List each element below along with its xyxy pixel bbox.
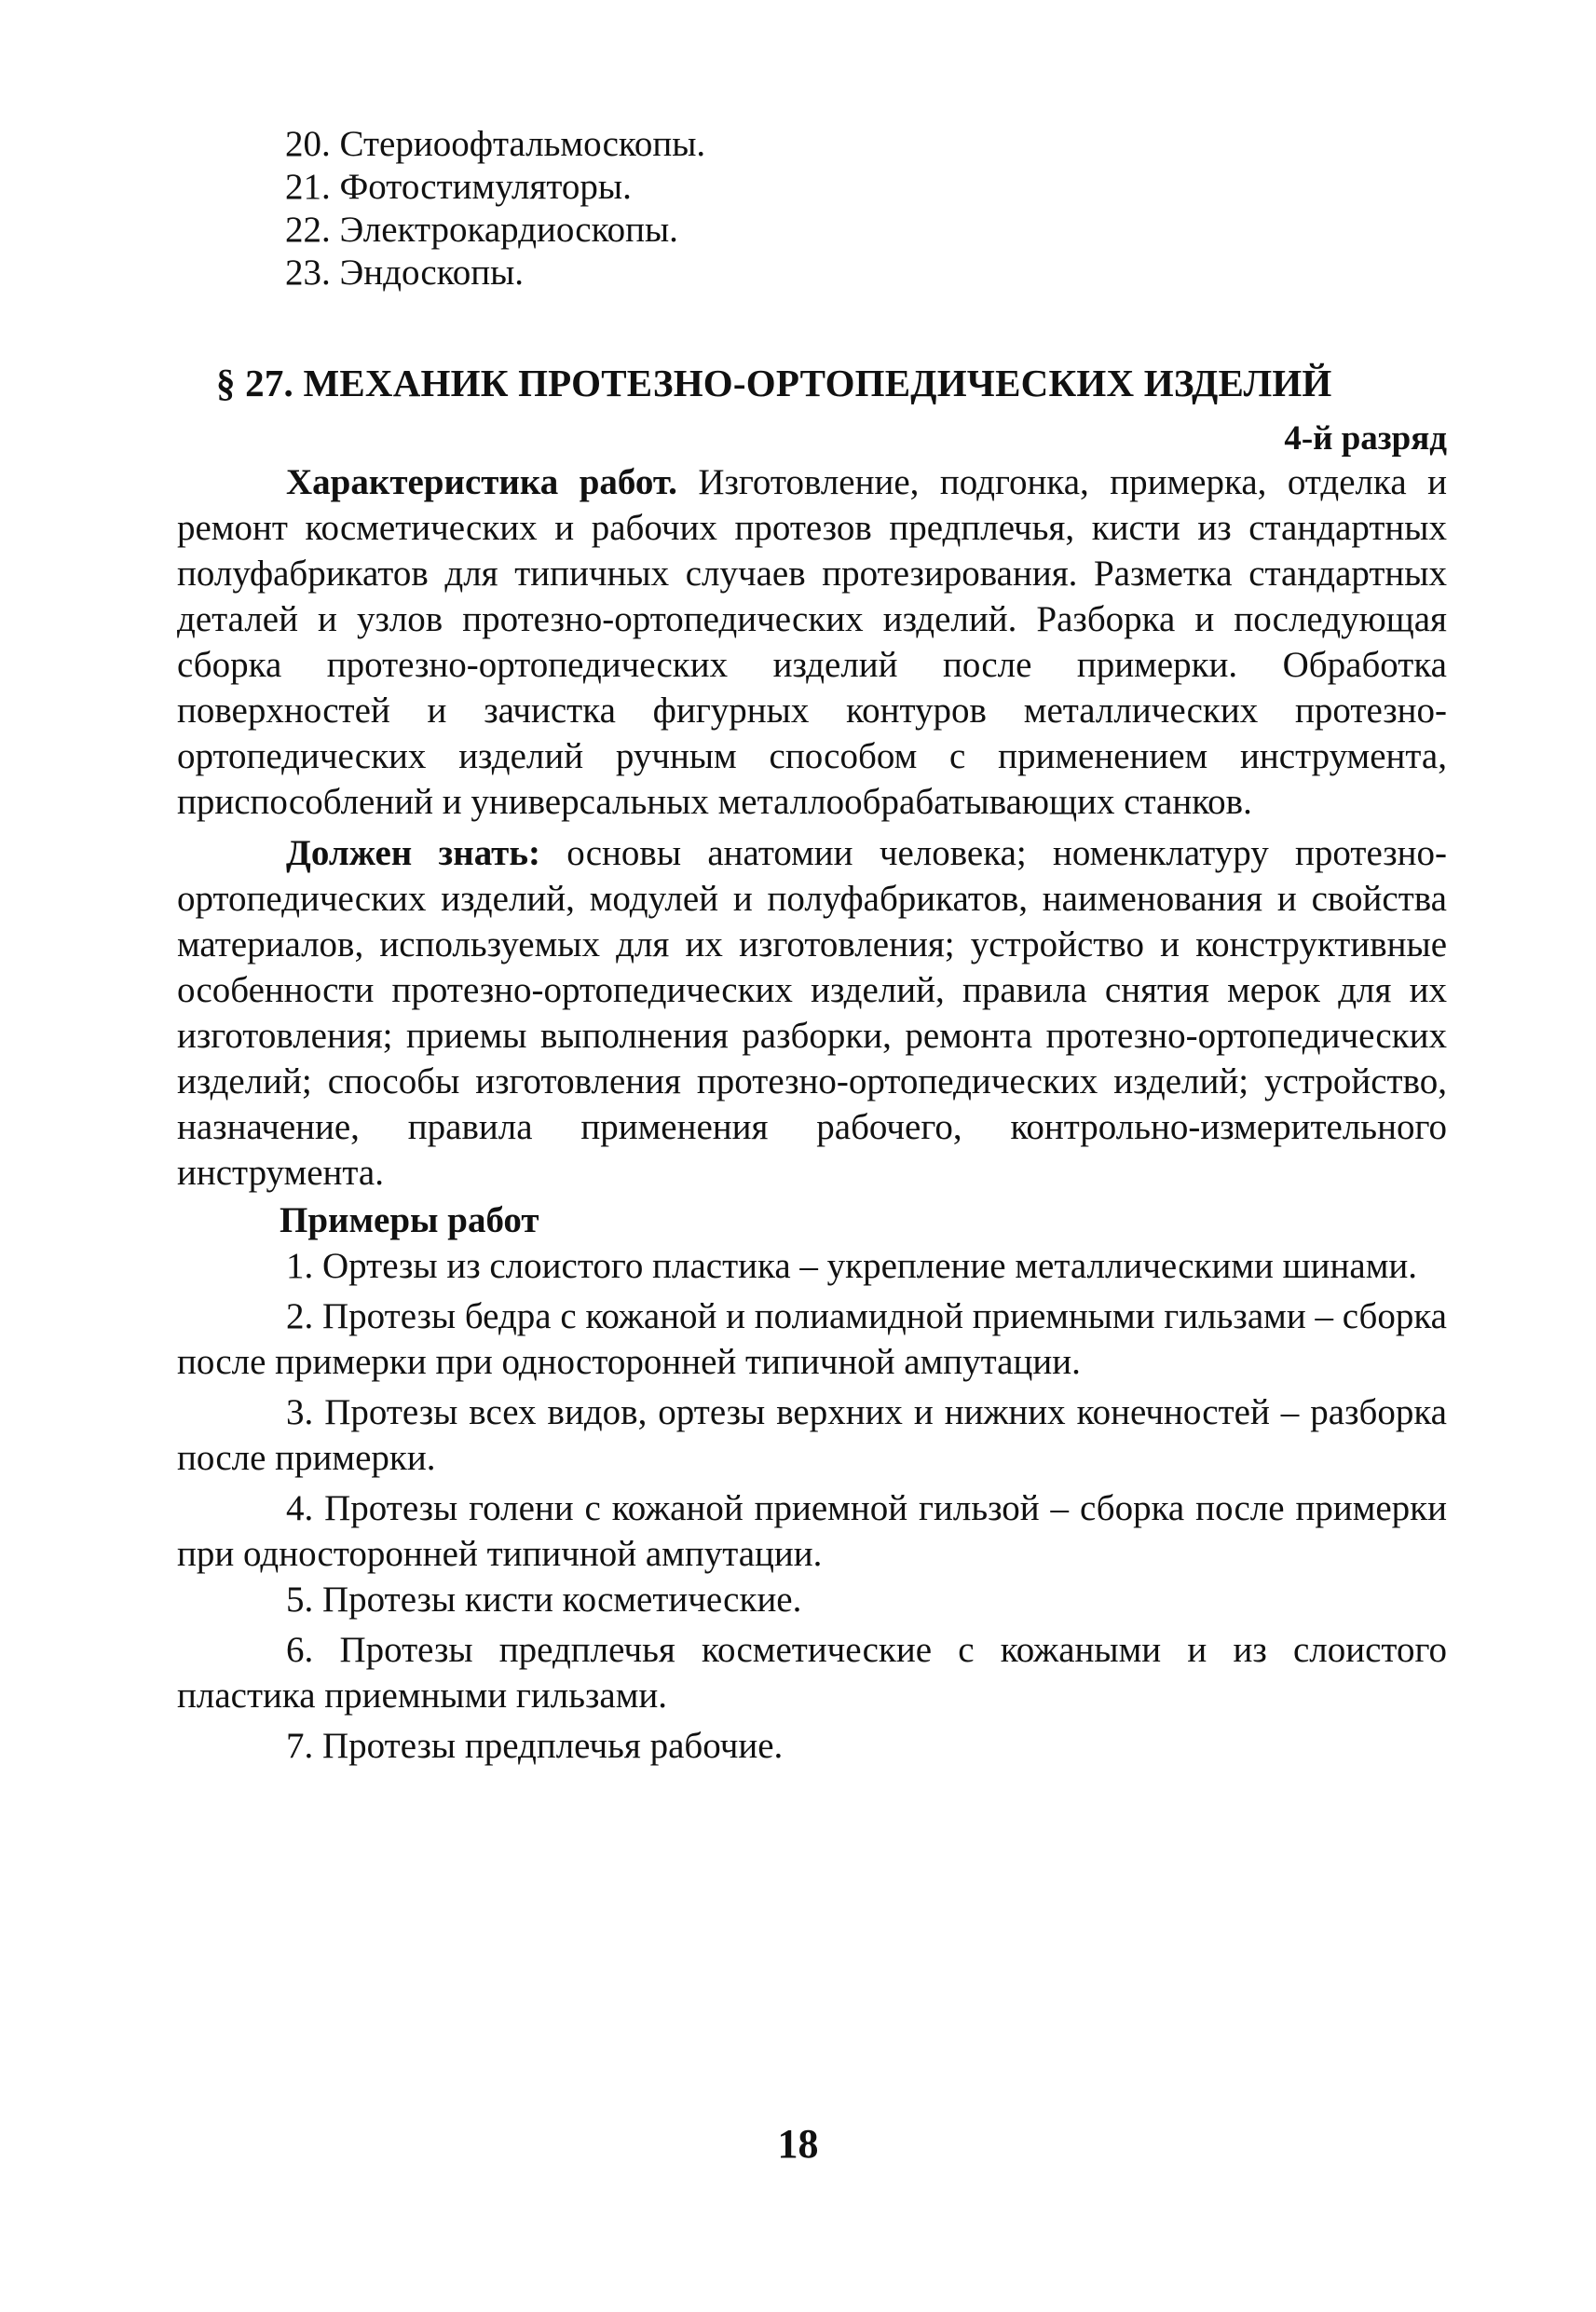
example-item: 7. Протезы предплечья рабочие.	[286, 1726, 784, 1766]
continued-list	[285, 123, 1310, 294]
page-number: 18	[777, 2121, 819, 2167]
list-item: 23. Эндоскопы.	[285, 253, 525, 293]
characteristics-text: Изготовление, подгонка, примерка, отделка и ремонт косметических и рабочих протезов предплечья, кисти из стандартных полуфабрикатов для типичных случаев протезирования. Разметка стандартных деталей и узлов протезно-ортопедических изделий. Разборка и последующая сборка протезно-ортопедических изделий после примерки. Обработка поверхностей и зачистка фигурных контуров металлических протезно-ортопедических изделий ручным способом с применением инструмента, приспособлений и универсальных металлообрабатывающих станков.	[177, 462, 1447, 822]
example-item: 1. Ортезы из слоистого пластика – укрепление металлическими шинами.	[286, 1246, 1418, 1286]
examples-title: Примеры работ	[280, 1200, 539, 1240]
section-body	[177, 459, 1447, 1769]
section-heading: § 27. МЕХАНИК ПРОТЕЗНО-ОРТОПЕДИЧЕСКИХ ИЗДЕЛИЙ	[216, 362, 1332, 404]
list-item: 22. Электрокардиоскопы.	[285, 210, 678, 250]
must-know-text: основы анатомии человека; номенклатуру протезно-ортопедических изделий, модулей и полуфабрикатов, наименования и свойства материалов, используемых для их изготовления; устройство и конструктивные особенности протезно-ортопедических изделий, правила снятия мерок для их изготовления; приемы выполнения разборки, ремонта протезно-ортопедических изделий; способы изготовления протезно-ортопедических изделий; устройство, назначение, правила применения рабочего, контрольно-измерительного инструмента.	[177, 833, 1447, 1193]
example-item: 5. Протезы кисти косметические.	[286, 1580, 802, 1620]
list-item: 20. Стериоофтальмоскопы.	[285, 124, 706, 164]
grade-label: 4-й разряд	[1284, 419, 1447, 458]
must-know-paragraph	[177, 830, 1447, 1196]
characteristics-label: Характеристика работ.	[286, 462, 677, 502]
must-know-label: Должен знать:	[286, 833, 540, 873]
example-item: 6. Протезы предплечья косметические с кожаными и из слоистого пластика приемными гильзами.	[177, 1630, 1447, 1716]
example-item: 2. Протезы бедра с кожаной и полиамидной приемными гильзами – сборка после примерки при односторонней типичной ампутации.	[177, 1296, 1447, 1382]
characteristics-paragraph	[177, 459, 1447, 825]
example-item: 4. Протезы голени с кожаной приемной гильзой – сборка после примерки при односторонней типичной ампутации.	[177, 1488, 1447, 1574]
example-item: 3. Протезы всех видов, ортезы верхних и нижних конечностей – разборка после примерки.	[177, 1392, 1447, 1478]
list-item: 21. Фотостимуляторы.	[285, 167, 632, 207]
